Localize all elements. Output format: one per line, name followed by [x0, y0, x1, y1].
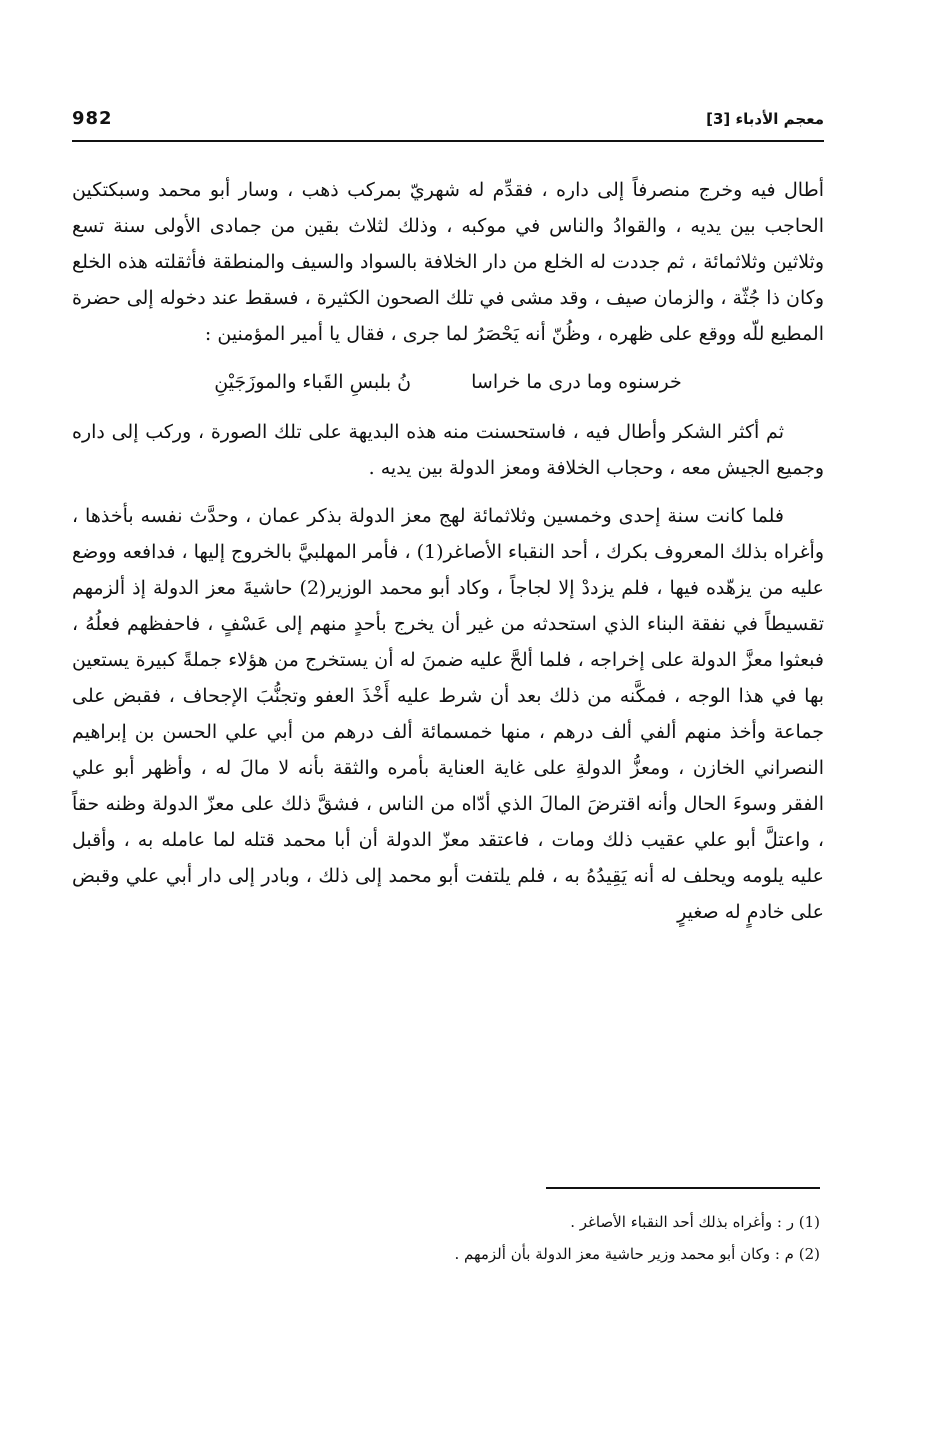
paragraph-gap: [72, 486, 824, 498]
body-text: [72, 172, 824, 930]
verse-first-hemistich: خرسنوه وما درى ما خراسا: [471, 371, 682, 393]
page-number: 982: [72, 108, 113, 129]
paragraph-3: فلما كانت سنة إحدى وخمسين وثلاثمائة لهج معز الدولة بذكر عمان ، وحدَّث نفسه بأخذها ، وأغراه بذلك المعروف بكرك ، أحد النقباء الأصاغر(1) ، فأمر المهلبيَّ بالخروج إليها ، فدافعه ووضع عليه من يزهّده فيها ، فلم يزددْ إلا لجاجاً ، وكاد أبو محمد الوزير(2) حاشيةَ معز الدولة إذ ألزمهم تقسيطاً في نفقة البناء الذي استحدثه من غير أن يخرج بأحدٍ منهم إلى عَسْفٍ ، فاحفظهم فعلُهُ ، فبعثوا معزَّ الدولة على إخراجه ، فلما ألحَّ عليه ضمنَ له أن يستخرج من هؤلاء جملةً كبيرة يستعين بها في هذا الوجه ، فمكَّنه من ذلك بعد أن شرط عليه أَخْذَ العفو وتجنُّبَ الإجحاف ، فقبض على جماعة وأخذ منهم ألفي ألف درهم ، منها خمسمائة ألف درهم من أبي علي الحسن بن إبراهيم النصراني الخازن ، ومعزُّ الدولةِ على غاية العناية بأمره والثقة بأنه لا مالَ له ، وأظهر أبو علي الفقر وسوءَ الحال وأنه اقترضَ المالَ الذي أدّاه من الناس ، فشقَّ ذلك على معزّ الدولة وظنه حقاً ، واعتلَّ أبو علي عقيب ذلك ومات ، فاعتقد معزّ الدولة أن أبا محمد قتله لما عامله به ، وأقبل عليه يلومه ويحلف له أنه يَقِيدُهُ به ، فلم يلتفت أبو محمد إلى ذلك ، وبادر إلى دار أبي علي وقبض على خادمٍ له صغيرٍ: [72, 505, 824, 923]
paragraph-2: ثم أكثر الشكر وأطال فيه ، فاستحسنت منه هذه البديهة على تلك الصورة ، وركب إلى داره وجميع الجيش معه ، وحجاب الخلافة ومعز الدولة بين يديه .: [72, 421, 824, 479]
running-title: معجم الأدباء [3]: [706, 110, 824, 128]
footnote-1: (1) ر : وأغراه بذلك أحد النقباء الأصاغر .: [570, 1213, 820, 1231]
footnotes: [72, 1206, 820, 1270]
verse-second-hemistich: نُ بلبسِ القَباء والموزَجَيْنِ: [214, 371, 412, 393]
paragraph-1: أطال فيه وخرج منصرفاً إلى داره ، فقدِّم له شهريّ بمركب ذهب ، وسار أبو محمد وسبكتكين الحاجب بين يديه ، والقوادُ والناس في موكبه ، وذلك لثلاث بقين من جمادى الأولى سنة تسع وثلاثين وثلاثمائة ، ثم جددت له الخلع من دار الخلافة بالسواد والسيف والمنطقة فأثقلته هذه الخلع وكان ذا جُثّة ، والزمان صيف ، وقد مشى في تلك الصحون الكثيرة ، فسقط عند دخوله إلى حضرة المطيع للّه ووقع على ظهره ، وظُنّ أنه يَحْصَرُ لما جرى ، فقال يا أمير المؤمنين :: [72, 179, 824, 345]
footnote-2: (2) م : وكان أبو محمد وزير حاشية معز الدولة بأن ألزمهم .: [454, 1245, 820, 1263]
page-header: [72, 108, 824, 142]
verse: [72, 364, 824, 400]
footnote-divider: [546, 1187, 820, 1189]
